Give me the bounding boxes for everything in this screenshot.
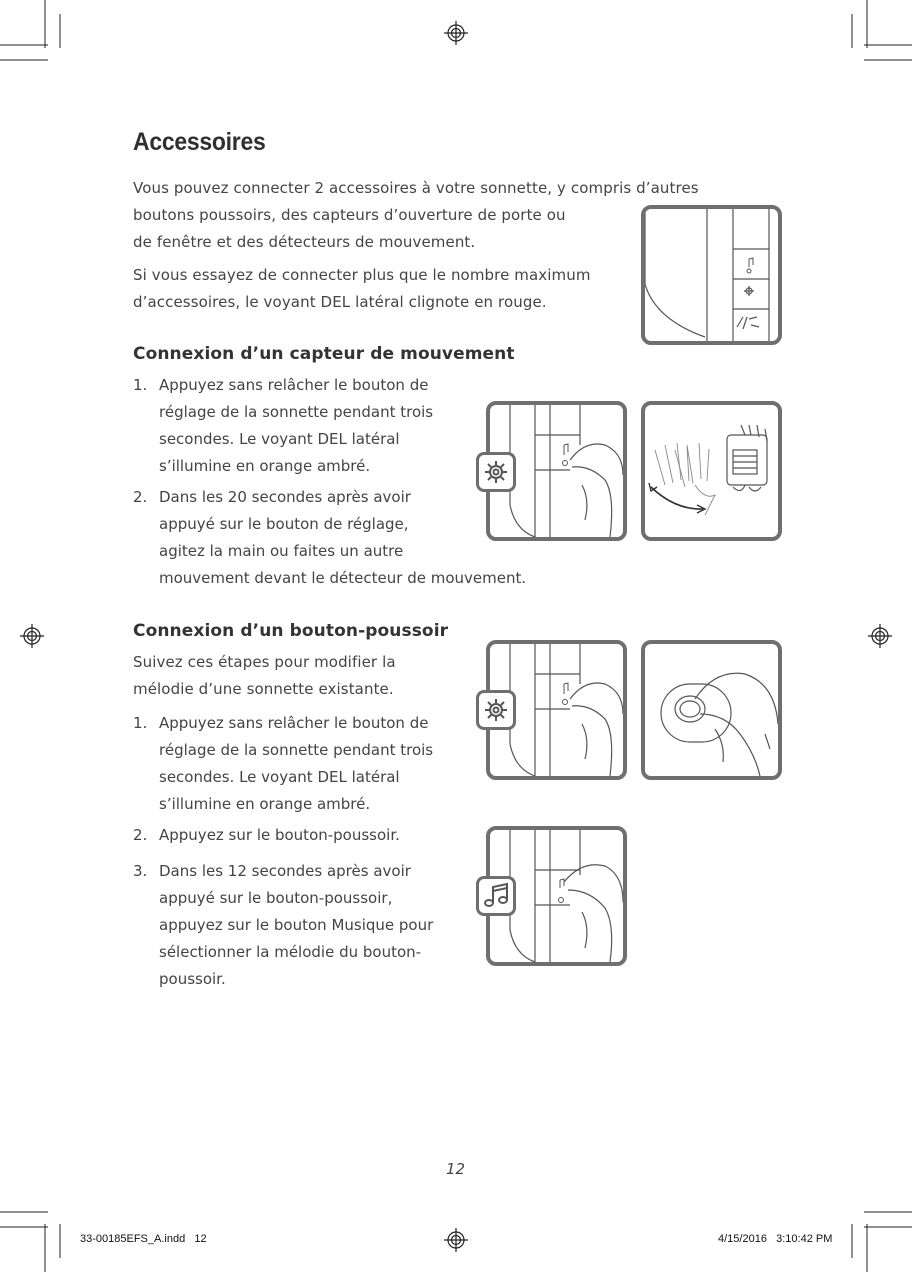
music-note-icon (479, 879, 513, 913)
step-line: Appuyez sans relâcher le bouton de (159, 376, 429, 394)
step-number: 3. (133, 862, 148, 880)
step-line: mouvement devant le détecteur de mouvement. (159, 569, 527, 587)
intro-line: d’accessoires, le voyant DEL latéral clignote en rouge. (133, 293, 547, 311)
step-line: appuyé sur le bouton de réglage, (159, 515, 409, 533)
pushbutton-press-figure (641, 640, 782, 780)
step-line: secondes. Le voyant DEL latéral (159, 430, 400, 448)
intro-line: boutons poussoirs, des capteurs d’ouverture de porte ou (133, 206, 566, 224)
pushbutton-heading: Connexion d’un bouton-poussoir (133, 621, 449, 641)
intro-paragraph-1 (133, 175, 699, 256)
step-line: Dans les 20 secondes après avoir (159, 488, 411, 506)
slug-timestamp: 4/15/2016 3:10:42 PM (718, 1233, 833, 1245)
step-line: Appuyez sur le bouton-poussoir. (159, 826, 400, 844)
step-line: poussoir. (159, 970, 226, 988)
intro-line: Vous pouvez connecter 2 accessoires à votre sonnette, y compris d’autres (133, 179, 699, 197)
step-line: appuyé sur le bouton-poussoir, (159, 889, 393, 907)
pushbutton-intro (133, 649, 396, 703)
music-icon-badge (476, 876, 516, 916)
settings-icon-badge (476, 690, 516, 730)
step-number: 2. (133, 488, 148, 506)
intro-line: Si vous essayez de connecter plus que le nombre maximum (133, 266, 591, 284)
motion-sensor-heading: Connexion d’un capteur de mouvement (133, 344, 515, 364)
hand-wave-illustration (645, 405, 778, 537)
slug-filename: 33-00185EFS_A.indd 12 (80, 1233, 207, 1245)
step-number: 1. (133, 714, 148, 732)
intro-line: de fenêtre et des détecteurs de mouvement. (133, 233, 476, 251)
step-line: Appuyez sans relâcher le bouton de (159, 714, 429, 732)
doorbell-led-figure (641, 205, 782, 345)
step-line: appuyez sur le bouton Musique pour (159, 916, 434, 934)
pushbutton-step-1 (133, 710, 473, 818)
step-line: réglage de la sonnette pendant trois (159, 741, 434, 759)
step-number: 2. (133, 826, 148, 844)
step-line: secondes. Le voyant DEL latéral (159, 768, 400, 786)
gear-icon (479, 455, 513, 489)
pushbutton-step-2 (133, 822, 473, 849)
motion-sensor-wave-figure (641, 401, 782, 541)
step-line: s’illumine en orange ambré. (159, 795, 371, 813)
step-line: réglage de la sonnette pendant trois (159, 403, 434, 421)
motion-step-1 (133, 372, 463, 480)
settings-icon-badge (476, 452, 516, 492)
doorbell-side-illustration (645, 209, 778, 341)
step-line: agitez la main ou faites un autre (159, 542, 404, 560)
gear-icon (479, 693, 513, 727)
intro-paragraph-2 (133, 262, 591, 316)
intro-line: mélodie d’une sonnette existante. (133, 680, 394, 698)
step-line: s’illumine en orange ambré. (159, 457, 371, 475)
pushbutton-step-3 (133, 858, 473, 993)
page-title: Accessoires (133, 128, 266, 156)
intro-line: Suivez ces étapes pour modifier la (133, 653, 396, 671)
page-number: 12 (446, 1160, 466, 1178)
step-line: Dans les 12 secondes après avoir (159, 862, 411, 880)
step-number: 1. (133, 376, 148, 394)
pushbutton-illustration (645, 644, 778, 776)
step-line: sélectionner la mélodie du bouton- (159, 943, 422, 961)
